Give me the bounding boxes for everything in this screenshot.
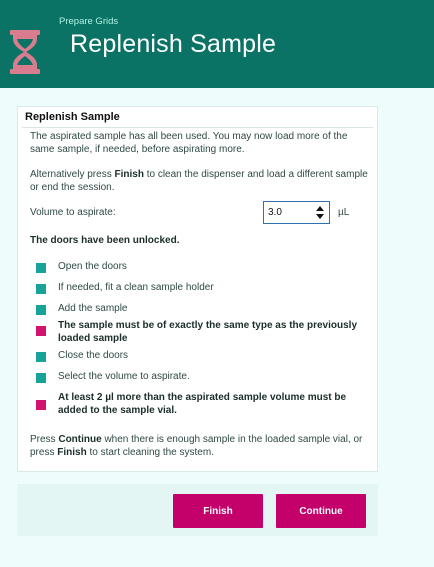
spinner-arrows-icon[interactable] <box>315 205 325 220</box>
panel-title: Replenish Sample <box>25 111 120 123</box>
step-marker-icon <box>36 352 46 362</box>
intro-text: The aspirated sample has all been used. You may now load more of the same sample, if needed, before aspirating more. <box>30 131 348 155</box>
alternative-text-finish: Finish <box>114 169 144 180</box>
step-label: Close the doors <box>58 350 129 361</box>
volume-label: Volume to aspirate: <box>30 207 116 218</box>
hourglass-icon <box>9 29 41 75</box>
header-bar <box>0 0 434 88</box>
replenish-panel <box>17 106 378 472</box>
alternative-text-prefix: Alternatively press <box>30 169 115 180</box>
page-title: Replenish Sample <box>70 30 277 58</box>
press-text-prefix: Press <box>30 434 59 445</box>
finish-button[interactable]: Finish <box>173 494 263 528</box>
volume-stepper[interactable] <box>263 201 330 224</box>
breadcrumb: Prepare Grids <box>59 16 119 27</box>
step-label: Add the sample <box>58 303 128 314</box>
step-marker-icon <box>36 305 46 315</box>
step-marker-icon <box>36 263 46 273</box>
volume-unit: µL <box>338 207 350 218</box>
volume-input[interactable] <box>268 204 312 220</box>
alternative-text <box>30 169 370 194</box>
step-label: Select the volume to aspirate. <box>58 371 190 382</box>
press-text-finish: Finish <box>57 446 87 458</box>
step-label: The sample must be of exactly the same type as the previously loaded sample <box>58 320 357 344</box>
press-text-continue: Continue <box>58 434 102 445</box>
alternative-text-suffix: to clean the dispenser and load a different sample or end the session. <box>30 169 368 193</box>
step-marker-icon <box>36 373 46 383</box>
step-label: Open the doors <box>58 261 127 272</box>
press-text-middle: when there is enough sample in the loaded sample vial, or press <box>30 434 363 458</box>
doors-unlocked-text: The doors have been unlocked. <box>30 235 180 246</box>
press-text-suffix: to start cleaning the system. <box>86 446 214 458</box>
step-marker-icon <box>36 284 46 294</box>
step-label: If needed, fit a clean sample holder <box>58 282 214 293</box>
warning-marker-icon <box>36 326 46 336</box>
panel-divider <box>22 127 373 128</box>
warning-marker-icon <box>36 400 46 410</box>
continue-button[interactable]: Continue <box>276 494 366 528</box>
press-continue-text <box>30 434 370 459</box>
step-label: At least 2 µl more than the aspirated sample volume must be added to the sample vial. <box>58 392 347 416</box>
